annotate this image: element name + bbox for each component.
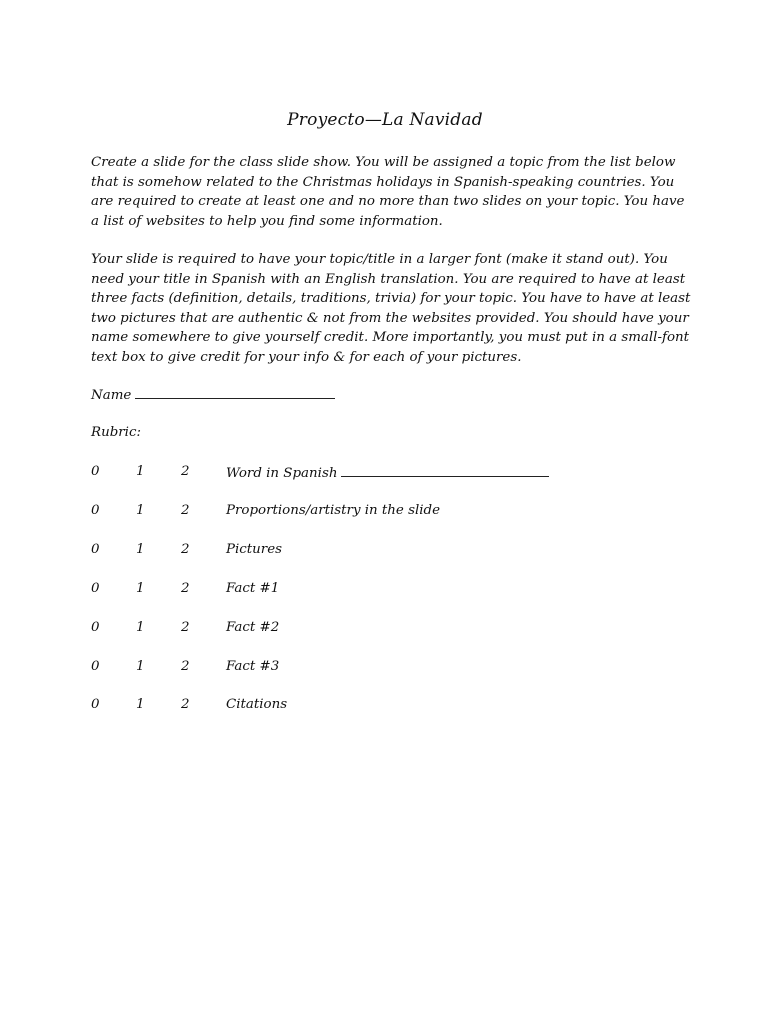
score-0: 0	[91, 697, 100, 712]
score-1: 1	[136, 581, 145, 596]
rubric-row	[91, 503, 691, 523]
criterion-blank-line	[341, 464, 549, 477]
score-2: 2	[181, 464, 190, 479]
name-blank-line	[135, 386, 335, 399]
score-2: 2	[181, 620, 190, 635]
score-0: 0	[91, 659, 100, 674]
rubric-row	[91, 581, 691, 601]
score-2: 2	[181, 542, 190, 557]
score-0: 0	[91, 542, 100, 557]
name-field	[91, 386, 335, 403]
score-2: 2	[181, 503, 190, 518]
score-2: 2	[181, 581, 190, 596]
score-0: 0	[91, 503, 100, 518]
instructions-paragraph-2: Your slide is required to have your topic/title in a larger font (make it stand out). You need your title in Spanish with an English translation. You are required to have at least three facts (definition, details, traditions, trivia) for your topic. You have to have at least two pictures that are authentic & not from the websites provided. You should have your name somewhere to give yourself credit. More importantly, you must put in a small-font text box to give credit for your info & for each of your pictures.	[91, 252, 691, 365]
score-0: 0	[91, 620, 100, 635]
criterion-label: Fact #2	[226, 620, 280, 635]
score-1: 1	[136, 542, 145, 557]
score-1: 1	[136, 659, 145, 674]
page-title: Proyecto—La Navidad	[287, 110, 483, 130]
rubric-criterion	[226, 464, 549, 481]
score-1: 1	[136, 620, 145, 635]
criterion-label: Pictures	[226, 542, 282, 557]
score-0: 0	[91, 581, 100, 596]
score-0: 0	[91, 464, 100, 479]
criterion-label: Fact #3	[226, 659, 280, 674]
score-1: 1	[136, 464, 145, 479]
score-1: 1	[136, 503, 145, 518]
rubric-row	[91, 542, 691, 562]
instructions-paragraph-1: Create a slide for the class slide show. You will be assigned a topic from the list below that is somehow related to the Christmas holidays in Spanish-speaking countries. You are required to create at least one and no more than two slides on your topic. You have a list of websites to help you find some information.	[91, 155, 685, 229]
score-1: 1	[136, 697, 145, 712]
rubric-row	[91, 620, 691, 640]
rubric-heading: Rubric:	[91, 425, 141, 440]
criterion-label: Proportions/artistry in the slide	[226, 503, 441, 518]
score-2: 2	[181, 659, 190, 674]
name-label: Name	[91, 388, 132, 403]
rubric-row	[91, 659, 691, 679]
criterion-label: Fact #1	[226, 581, 280, 596]
score-2: 2	[181, 697, 190, 712]
criterion-label: Word in Spanish	[226, 466, 338, 481]
rubric-row	[91, 697, 691, 717]
criterion-label: Citations	[226, 697, 288, 712]
rubric-row	[91, 464, 691, 484]
